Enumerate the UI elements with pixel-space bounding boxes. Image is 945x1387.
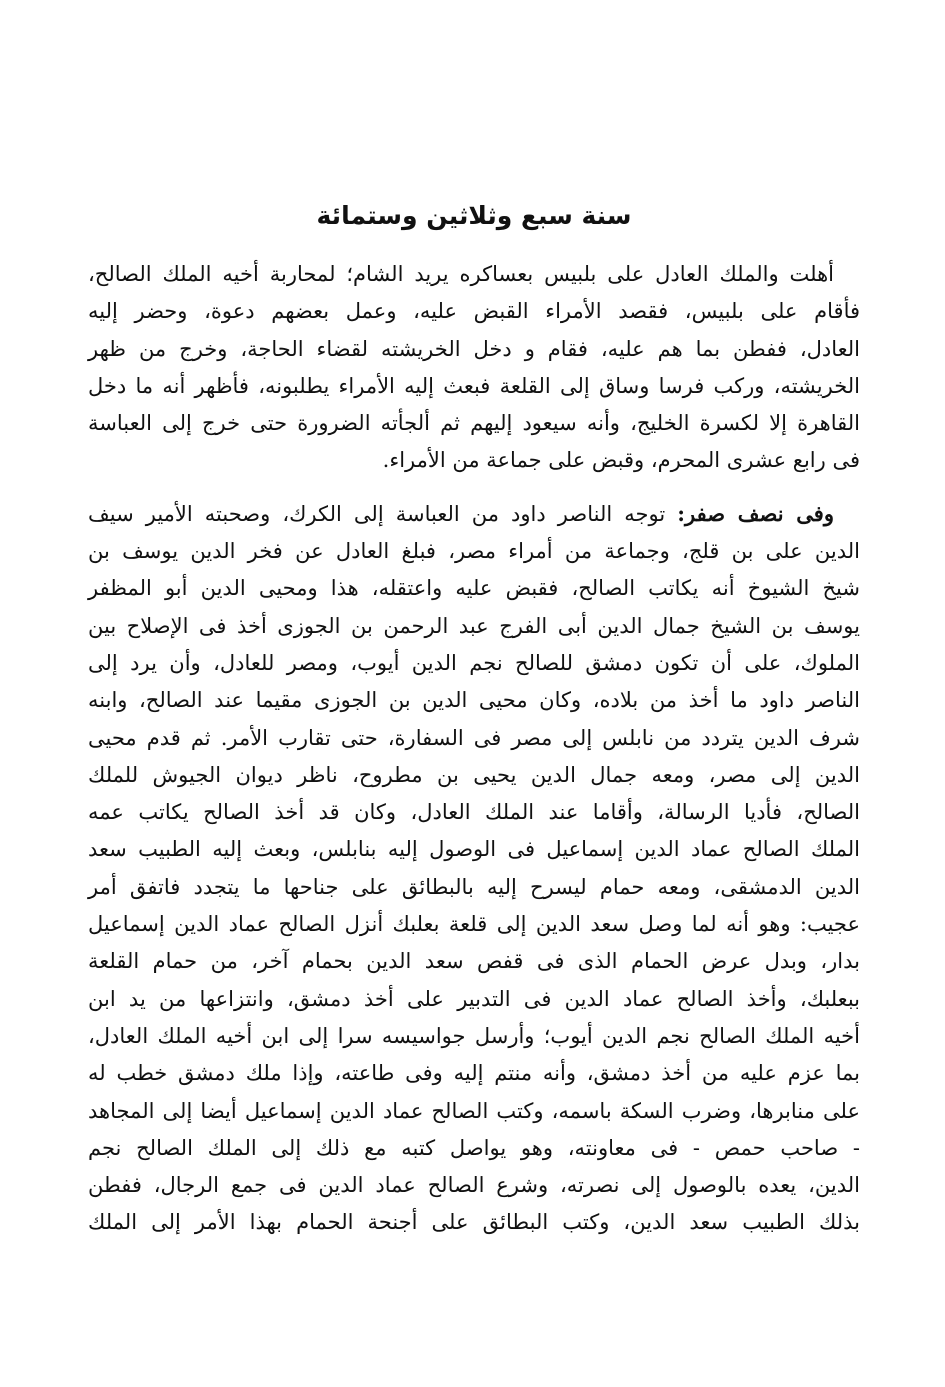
paragraph-2-line: الدين إلى مصر، ومعه جمال الدين يحيى بن مطروح، ناظر ديوان الجيوش للملك <box>88 762 860 787</box>
paragraph-2-line: عجيب: وهو أنه لما وصل سعد الدين إلى قلعة بعلبك أنزل الصالح عماد الدين إسماعيل <box>88 912 860 937</box>
paragraph-2-lead: وفى نصف صفر: <box>677 500 834 526</box>
paragraph-2-line: الملك الصالح عماد الدين إسماعيل فى الوصول إليه بنابلس، وبعث إليه الطبيب سعد <box>88 837 860 862</box>
paragraph-2-line: شيخ الشيوخ أنه يكاتب الصالح، فقبض عليه واعتقله، هذا ومحيى الدين أبو المظفر <box>88 576 860 601</box>
paragraph-1-line: أهلت والملك العادل على بلبيس بعساكره يريد الشام؛ لمحاربة أخيه الملك الصالح، <box>88 262 834 286</box>
paragraph-1 <box>88 256 860 480</box>
paragraph-1-line: فى رابع عشرى المحرم، وقبض على جماعة من الأمراء. <box>382 448 860 473</box>
paragraph-2-line: بذلك الطبيب سعد الدين، وكتب البطائق على أجنحة الحمام بهذا الأمر إلى الملك <box>88 1210 860 1235</box>
paragraph-2-line: الصالح، فأديا الرسالة، وأقاما عند الملك العادل، وكان قد أخذ الصالح يكاتب عمه <box>88 800 860 825</box>
paragraph-2-line: الناصر داود ما أخذ من بلاده، وكان محيى الدين بن الجوزى مقيما عند الصالح، وابنه <box>88 688 860 713</box>
paragraph-1-line: فأقام على بلبيس، فقصد الأمراء القبض عليه، وعمل بعضهم دعوة، وحضر إليه <box>88 299 860 324</box>
paragraph-2-first-line <box>88 495 860 533</box>
book-page <box>88 196 860 1242</box>
paragraph-2-first-line-text: توجه الناصر داود من العباسة إلى الكرك، وصحبته الأمير سيف <box>88 501 666 526</box>
paragraph-2-line: على منابرها، وضرب السكة باسمه، وكتب الصالح عماد الدين إسماعيل أيضا إلى المجاهد <box>88 1098 860 1123</box>
paragraph-1-line: الخريشته، وركب فرسا وساق إلى القلعة فبعث إليه الأمراء يطلبونه، فأظهر أنه ما دخل <box>88 373 860 398</box>
paragraph-1-line: القاهرة إلا لكسرة الخليج، وأنه سيعود إليهم ثم ألجأته الضرورة حتى خرج إلى العباسة <box>88 411 860 436</box>
paragraph-2-line: الدين على بن قلج، وجماعة من أمراء مصر، فبلغ العادل عن فخر الدين يوسف بن <box>88 539 860 564</box>
paragraph-2-line: يوسف بن الشيخ جمال الدين أبى الفرج عبد الرحمن بن الجوزى أخذ فى الإصلاح بين <box>88 613 860 638</box>
paragraph-2-line: شرف الدين يتردد من نابلس إلى مصر فى السفارة، حتى تقارب الأمر. ثم قدم محيى <box>88 725 860 750</box>
paragraph-1-line: العادل، ففطن بما هم عليه، فقام و دخل الخريشته لقضاء الحاجة، وخرج من ظهر <box>88 336 860 361</box>
paragraph-2-line: الدين الدمشقى، ومعه حمام ليسرح إليه بالبطائق على جناحها ما يتجدد فاتفق أمر <box>88 874 860 899</box>
paragraph-2 <box>88 495 860 1242</box>
paragraph-2-line: بما عزم عليه من أخذ دمشق، وأنه منتم إليه وفى طاعته، وإذا ملك دمشق خطب له <box>88 1061 860 1086</box>
paragraph-2-line: بدار، وبدل عرض الحمام الذى فى قفص سعد الدين بحمام آخر، من حمام القلعة <box>88 949 860 974</box>
paragraph-2-line: ببعلبك، وأخذ الصالح عماد الدين فى التدبير على أخذ دمشق، وانتزاعها من يد ابن <box>88 986 860 1011</box>
paragraph-2-line: أخيه الملك الصالح نجم الدين أيوب؛ وأرسل جواسيسه سرا إلى ابن أخيه الملك العادل، <box>88 1023 860 1048</box>
paragraph-2-line: الدين، يعده بالوصول إلى نصرته، وشرع الصالح عماد الدين فى جمع الرجال، ففطن <box>88 1173 860 1198</box>
chapter-title: سنة سبع وثلاثين وستمائة <box>316 201 632 230</box>
paragraph-2-line: الملوك، على أن تكون دمشق للصالح نجم الدين أيوب، ومصر للعادل، وأن يرد إلى <box>88 650 860 675</box>
paragraph-2-line: - صاحب حمص - فى معاونته، وهو يواصل كتبه مع ذلك إلى الملك الصالح نجم <box>88 1135 860 1160</box>
